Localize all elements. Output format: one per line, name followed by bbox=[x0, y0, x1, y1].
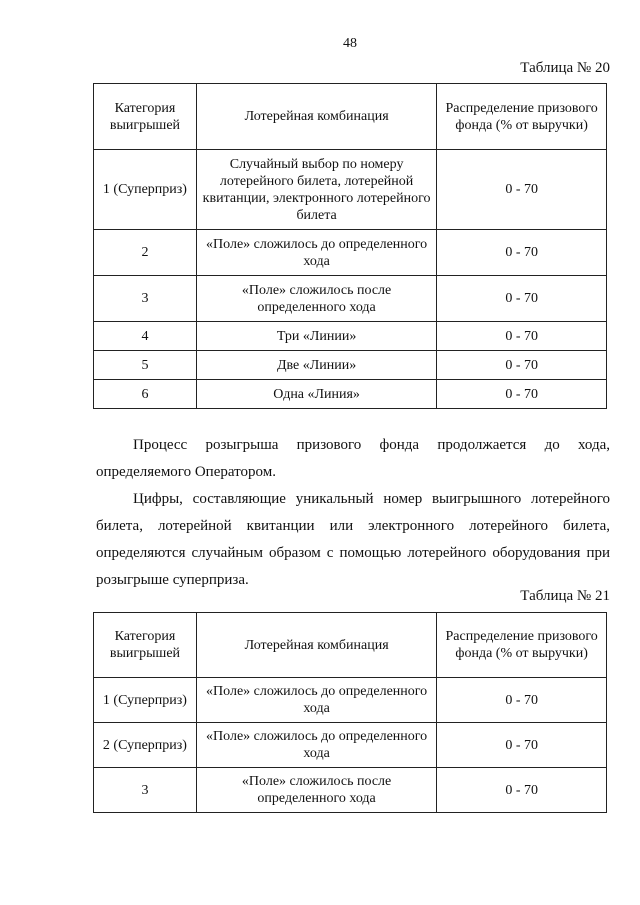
cell-category: 2 (Суперприз) bbox=[94, 723, 197, 768]
header-category: Категория выигрышей bbox=[94, 84, 197, 150]
table-row bbox=[94, 678, 607, 723]
cell-distribution: 0 - 70 bbox=[437, 351, 607, 380]
cell-category: 2 bbox=[94, 230, 197, 276]
table-21-caption: Таблица № 21 bbox=[520, 588, 610, 604]
table-20-caption: Таблица № 20 bbox=[520, 60, 610, 76]
cell-distribution: 0 - 70 bbox=[437, 230, 607, 276]
header-category: Категория выигрышей bbox=[94, 613, 197, 678]
table-header-row bbox=[94, 84, 607, 150]
table-row bbox=[94, 380, 607, 409]
cell-combination: «Поле» сложилось до определенного хода bbox=[196, 230, 436, 276]
cell-category: 4 bbox=[94, 322, 197, 351]
table-header-row bbox=[94, 613, 607, 678]
cell-distribution: 0 - 70 bbox=[437, 276, 607, 322]
cell-category: 1 (Суперприз) bbox=[94, 150, 197, 230]
table-row bbox=[94, 276, 607, 322]
cell-combination: «Поле» сложилось до определенного хода bbox=[196, 678, 436, 723]
cell-combination: Две «Линии» bbox=[196, 351, 436, 380]
prize-table-21 bbox=[93, 612, 607, 813]
cell-combination: Три «Линии» bbox=[196, 322, 436, 351]
table-row bbox=[94, 723, 607, 768]
header-distribution: Распределение призового фонда (% от выручки) bbox=[437, 613, 607, 678]
table-row bbox=[94, 768, 607, 813]
cell-distribution: 0 - 70 bbox=[437, 768, 607, 813]
header-combination: Лотерейная комбинация bbox=[196, 613, 436, 678]
cell-category: 1 (Суперприз) bbox=[94, 678, 197, 723]
cell-distribution: 0 - 70 bbox=[437, 150, 607, 230]
table-row bbox=[94, 322, 607, 351]
cell-combination: Одна «Линия» bbox=[196, 380, 436, 409]
paragraph-winning-number: Цифры, составляющие уникальный номер выигрышного лотерейного билета, лотерейной квитанции или электронного лотерейного билета, определяются случайным образом с помощью лотерейного оборудования при розыгрыше суперприза. bbox=[96, 491, 610, 588]
cell-category: 3 bbox=[94, 276, 197, 322]
cell-category: 3 bbox=[94, 768, 197, 813]
paragraph-draw-process: Процесс розыгрыша призового фонда продолжается до хода, определяемого Оператором. bbox=[96, 437, 610, 480]
cell-distribution: 0 - 70 bbox=[437, 322, 607, 351]
table-row bbox=[94, 351, 607, 380]
table-row bbox=[94, 150, 607, 230]
cell-distribution: 0 - 70 bbox=[437, 678, 607, 723]
page-number: 48 bbox=[343, 36, 357, 51]
header-distribution: Распределение призового фонда (% от выручки) bbox=[437, 84, 607, 150]
cell-distribution: 0 - 70 bbox=[437, 723, 607, 768]
cell-combination: Случайный выбор по номеру лотерейного билета, лотерейной квитанции, электронного лотерейного билета bbox=[196, 150, 436, 230]
cell-combination: «Поле» сложилось после определенного хода bbox=[196, 276, 436, 322]
cell-distribution: 0 - 70 bbox=[437, 380, 607, 409]
header-combination: Лотерейная комбинация bbox=[196, 84, 436, 150]
cell-combination: «Поле» сложилось до определенного хода bbox=[196, 723, 436, 768]
cell-category: 6 bbox=[94, 380, 197, 409]
cell-category: 5 bbox=[94, 351, 197, 380]
prize-table-20 bbox=[93, 83, 607, 409]
table-row bbox=[94, 230, 607, 276]
cell-combination: «Поле» сложилось после определенного хода bbox=[196, 768, 436, 813]
